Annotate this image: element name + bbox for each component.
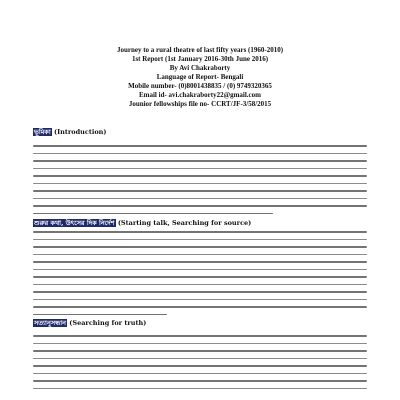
section-heading-english: (Searching for truth) <box>67 319 147 327</box>
report-title: Journey to a rural theatre of last fifty years (1960-2010) <box>116 46 284 54</box>
report-author: By Avi Chakraborty <box>169 64 231 72</box>
section-heading-bengali: শুরুর কথা, উৎসের দিক নির্দেশ <box>34 219 115 227</box>
report-header <box>60 46 340 109</box>
introduction-paragraph <box>33 145 367 220</box>
report-mobile: Mobile number- (0)8001438835 / (0) 9749320365 <box>128 82 272 90</box>
starting-talk-paragraph <box>33 231 367 321</box>
searching-truth-paragraph <box>33 335 367 395</box>
section-heading-searching-truth <box>33 318 146 329</box>
report-period: 1st Report (1st January 2016-30th June 2016) <box>131 55 269 63</box>
section-heading-starting-talk <box>33 218 251 229</box>
section-heading-english: (Starting talk, Searching for source) <box>115 219 252 227</box>
report-fellowship: Jounior fellowships file no- CCRT/JF-3/58/2015 <box>128 100 272 108</box>
section-heading-bengali: সত্যানুসন্ধান <box>34 319 67 327</box>
section-heading-english: (Introduction) <box>51 128 107 136</box>
report-email: Email id- avi.chakraborty22@gmail.com <box>138 91 261 99</box>
report-language: Language of Report- Bengali <box>156 73 244 81</box>
section-heading-bengali: ভূমিকা <box>34 128 51 136</box>
section-heading-introduction <box>33 127 106 138</box>
